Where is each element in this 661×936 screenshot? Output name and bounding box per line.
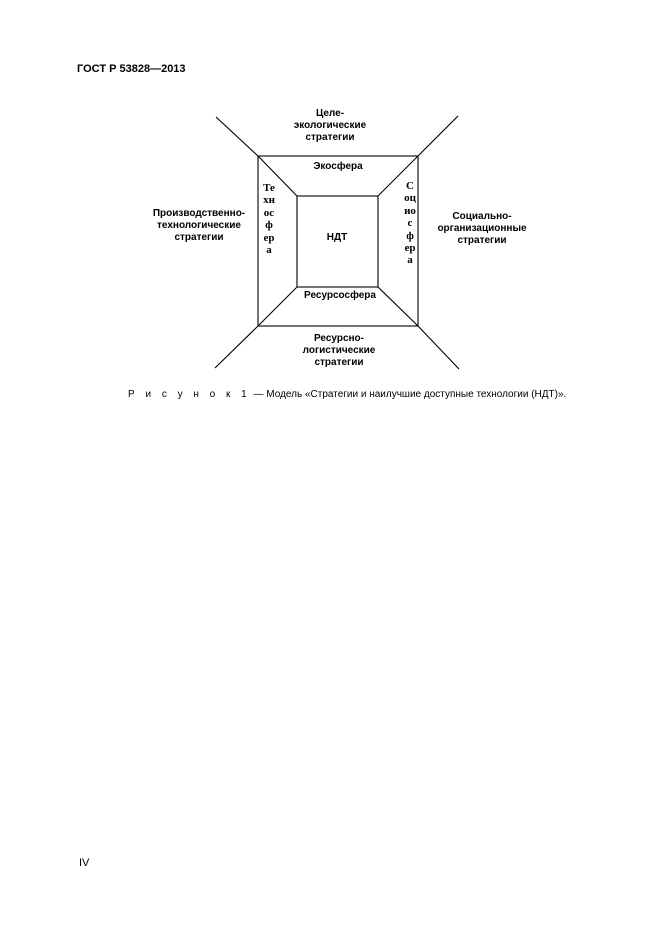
label-ecosphere: Экосфера [313,161,363,172]
caption-prefix: Р и с у н о к 1 [128,389,251,400]
caption-text: — Модель «Стратегии и наилучшие доступные технологии (НДТ)». [250,389,567,400]
page-number: IV [79,857,90,869]
label-resource-logistic-strategies: Ресурсно- логистические стратегии [302,333,376,368]
external-line-top-left [216,117,258,156]
label-social-organizational-strategies: Социально- организационные стратегии [437,211,527,246]
label-resourcesphere: Ресурсосфера [304,290,376,301]
label-goal-ecological-strategies: Целе- экологические стратегии [293,108,367,143]
label-technosphere: Техносфера [263,182,275,257]
external-line-bottom-right [418,326,459,369]
label-ndt: НДТ [326,232,348,243]
label-sociosphere: Социосфера [404,180,416,267]
external-line-bottom-left [215,326,258,368]
external-line-top-right [418,116,458,156]
figure-caption [128,389,566,400]
document-header: ГОСТ Р 53828—2013 [77,63,186,75]
label-production-technological-strategies: Производственно- технологические стратегии [152,208,246,243]
